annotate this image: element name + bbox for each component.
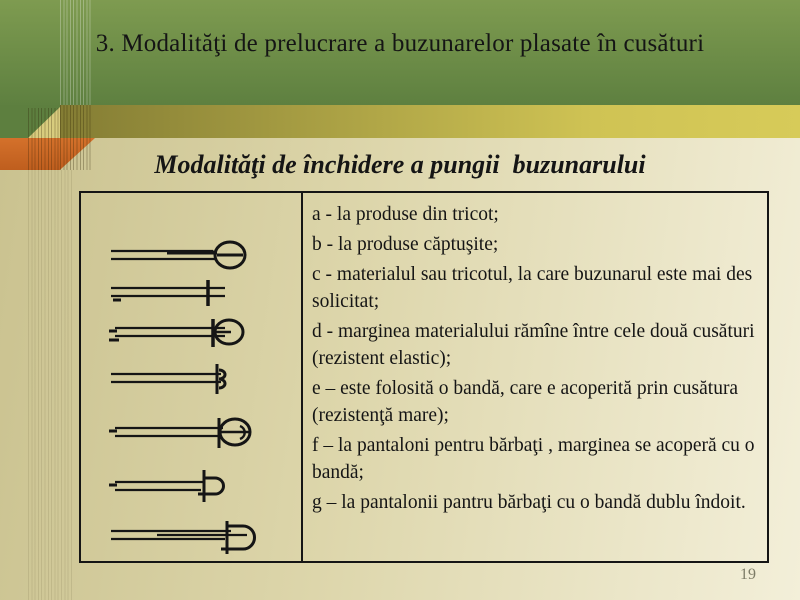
seam-diagram-b — [105, 276, 275, 316]
seam-diagram-e — [105, 416, 275, 456]
description-column — [303, 193, 767, 561]
seam-diagram-d — [105, 362, 275, 402]
seam-diagram-a — [105, 238, 275, 278]
table-row-g: g – la pantalonii pantru bărbaţi cu o bandă dublu îndoit. — [312, 492, 746, 513]
table-row-a: a - la produse din tricot; — [312, 204, 499, 225]
table-row-e: e – este folosită o bandă, care e acoperită prin cusătura (rezistenţă mare); — [312, 378, 739, 426]
table-row-f: f – la pantaloni pentru bărbaţi , marginea se acoperă cu o bandă; — [312, 435, 755, 483]
seam-diagram-f — [105, 469, 275, 509]
vertical-stripes-over-body — [28, 170, 74, 600]
table-row-b: b - la produse căptuşite; — [312, 234, 499, 255]
slide-title: 3. Modalităţi de prelucrare a buzunarelor plasate în cusături — [95, 30, 705, 57]
table-row-d: d - marginea materialului rămîne între cele două cusături (rezistent elastic); — [312, 321, 755, 369]
seam-diagram-g — [105, 519, 275, 559]
table-row-c: c - materialul sau tricotul, la care buzunarul este mai des solicitat; — [312, 264, 753, 312]
diagram-column — [81, 193, 303, 561]
content-table — [79, 191, 769, 563]
seam-diagram-c — [105, 316, 275, 356]
gold-gradient-band — [60, 105, 800, 138]
slide-subtitle: Modalităţi de închidere a pungii buzunarului — [154, 150, 646, 179]
page-number: 19 — [740, 566, 756, 583]
